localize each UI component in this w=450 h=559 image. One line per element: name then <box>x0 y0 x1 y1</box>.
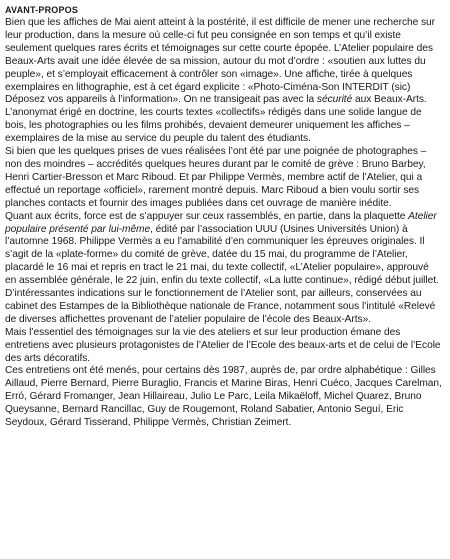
paragraph-5: D’intéressantes indications sur le fonctionnement de l’Atelier sont, par ailleurs, conservées au cabinet des Estampes de la Bibliothèque nationale de France, notamment sous l’intitulé «Relevé de diverses affichettes provenant de l’atelier populaire de l’école des Beaux-Arts». <box>5 288 436 325</box>
paragraph-1-text-a: Bien que les affiches de Mai aient atteint à la postérité, il est difficile de mener une recherche sur leur production, dans la mesure où celle-ci fut peu consignée en son temps et qu’il existe seulement quelques rares écrits et témoignages sur cette courte épopée. L’Atelier populaire des Beaux-Arts avait une idée élevée de sa mission, autour du mot d’ordre : «soutien aux luttes du peuple», et s’employait efficacement à contrôler son «image». Une affiche, tirée à quelques exemplaires en lithographie, est à cet égard explicite : «Photo-Ciména-Son INTERDIT (sic) Déposez vos appareils à l’information». On ne transigeait pas avec la <box>5 17 436 106</box>
paragraph-1 <box>5 17 442 107</box>
paragraph-4-text-b: , édité par l’association UUU (Usines Universités Union) à l’automne 1968. Philippe Vermès a eu l’amabilité d’en communiquer les épreuves originales. Il s’agit de la «plate-forme» du comité de grève, datée du 15 mai, du programme de l’Atelier, placardé le 16 mai et repris en tract le 21 mai, du texte collectif, «L’Atelier populaire», approuvé en assemblée générale, le 22 juin, enfin du texte collectif, «La lutte continue», rédigé début juillet. <box>5 223 439 287</box>
paragraph-1-italic: sécurité <box>316 94 353 106</box>
section-heading: AVANT-PROPOS <box>5 5 79 15</box>
paragraph-4-text-a: Quant aux écrits, force est de s’appuyer sur ceux rassemblés, en partie, dans la plaquette <box>5 210 409 222</box>
paragraph-7: Ces entretiens ont été menés, pour certains dès 1987, auprès de, par ordre alphabétique : Gilles Aillaud, Pierre Bernard, Pierre Buraglio, Francis et Marine Biras, Henri Cuéco, Jacques Carelman, Erró, Gérard Fromanger, Jean Hillaireau, Julio Le Parc, Leila Mikaëloff, Michel Quarez, Bruno Queysanne, Bernard Rancillac, Guy de Rougemont, Roland Sabatier, Antonio Seguí, Eric Seydoux, Gérard Tisserand, Philippe Vermès, Christian Zeimert. <box>5 365 442 429</box>
paragraph-6: Mais l’essentiel des témoignages sur la vie des ateliers et sur leur production émane des entretiens avec plusieurs protagonistes de l’Atelier de l’Ecole des beaux-arts et de celui de l’Ecole des arts décoratifs. <box>5 326 441 364</box>
paragraph-2: L’anonymat érigé en doctrine, les courts textes «collectifs» rédigés dans une solide langue de bois, les photographies ou les films prohibés, devaient demeurer uniquement les affiches – exemplaires de la mise au service du peuple du talent des étudiants. <box>5 107 422 145</box>
paragraph-1-text-b: aux Beaux-Arts. <box>352 94 427 106</box>
paragraph-3: Si bien que les quelques prises de vues réalisées l’ont été par une poignée de photographes – non des moindres – accrédités quelques heures durant par le comité de grève : Bruno Barbey, Henri Cartier-Bresson et Marc Riboud. Et par Philippe Vermès, membre actif de l’Atelier, qui a effectué un reportage «officiel», rarement montré depuis. Marc Riboud a bien voulu sortir ses planches contacts et fournir des images publiées dans cet ouvrage de manière inédite. <box>5 146 427 209</box>
paragraph-4-italic: Atelier populaire présenté par lui-même <box>5 210 437 235</box>
paragraph-4 <box>5 211 442 288</box>
